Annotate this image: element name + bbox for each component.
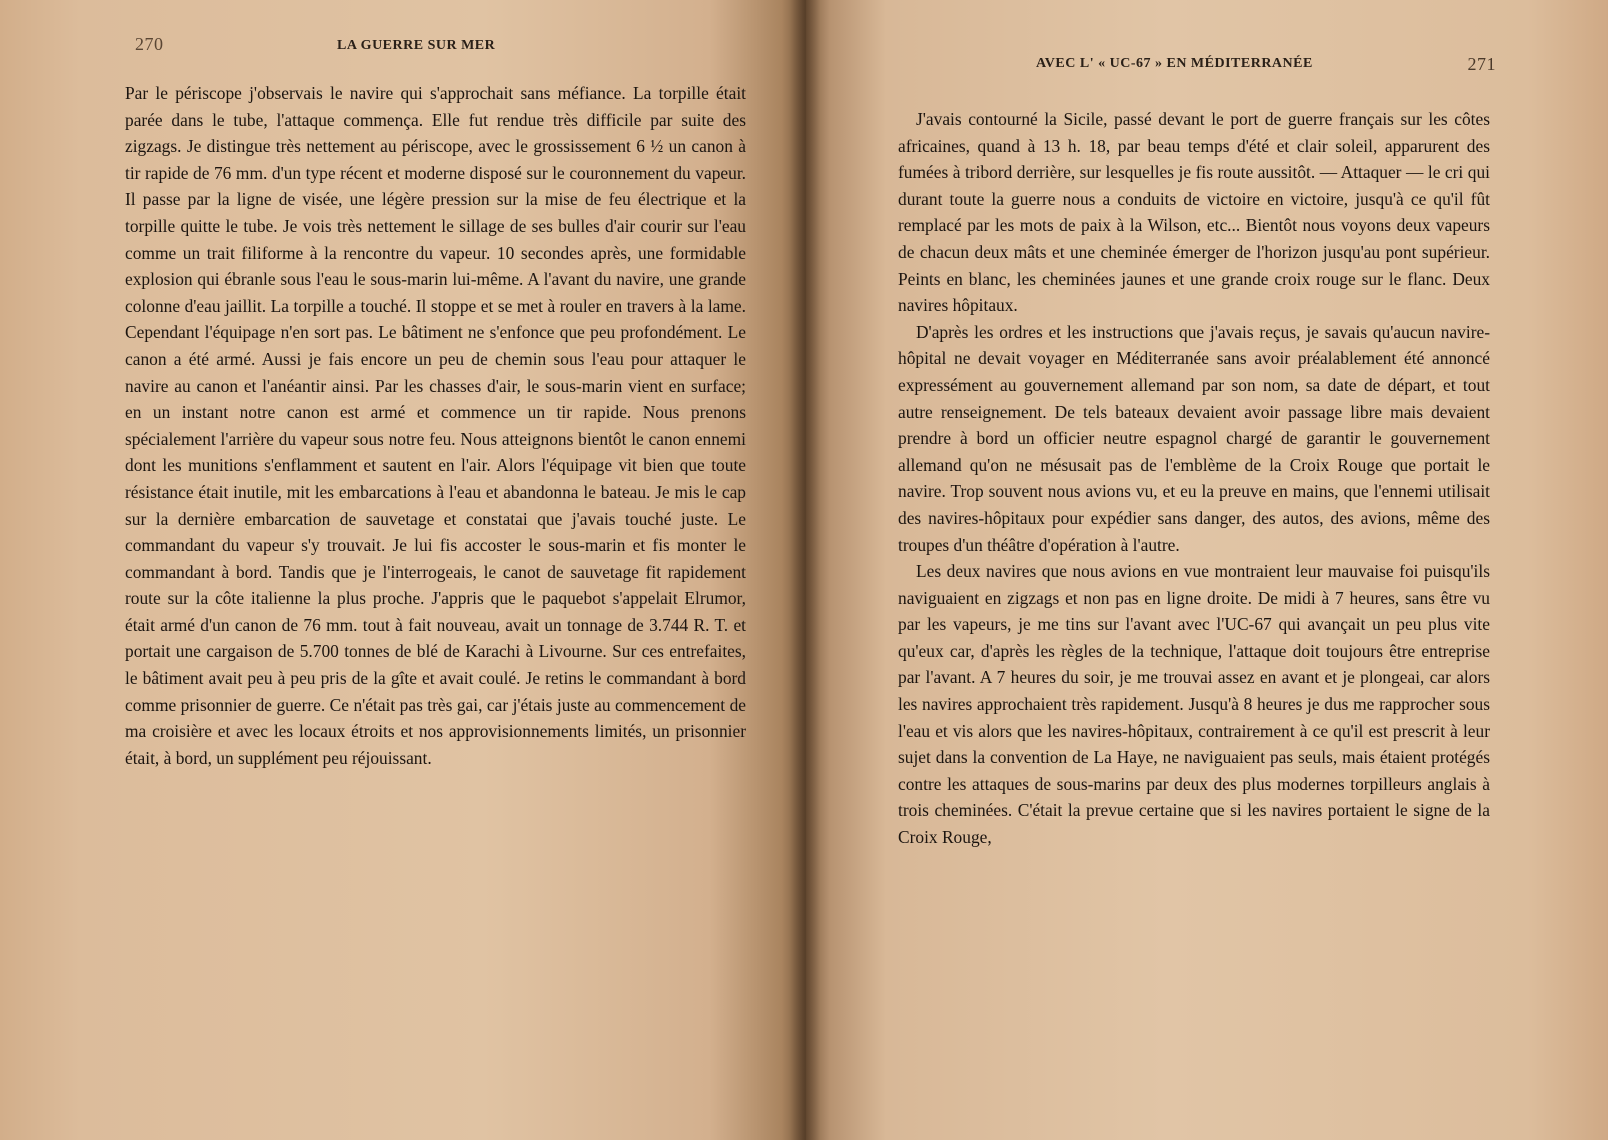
left-page-body [125, 80, 746, 771]
running-head-left: LA GUERRE SUR MER [337, 38, 496, 53]
paragraph: Les deux navires que nous avions en vue montraient leur mauvaise foi puisqu'ils naviguaient en zigzags et non pas en ligne droite. De midi à 7 heures, sans être vu par les vapeurs, je me tins sur l'avant avec l'UC-67 qui avançait un peu plus vite qu'eux car, d'après les règles de la technique, l'attaque doit toujours être entreprise par l'avant. A 7 heures du soir, je me trouvai assez en avant et je plongeai, car alors les navires approchaient très rapidement. Jusqu'à 8 heures je dus me rapprocher sous l'eau et vis alors que les navires-hôpitaux, contrairement à ce qu'il est prescrit à leur sujet dans la convention de La Haye, ne naviguaient pas seuls, mais étaient protégés contre les attaques de sous-marins par deux des plus modernes torpilleurs anglais à trois cheminées. C'était la prevue certaine que si les navires portaient le signe de la Croix Rouge, [898, 561, 1490, 848]
page-number-right: 271 [1467, 54, 1496, 74]
page-number-left: 270 [135, 34, 164, 54]
running-head-right: AVEC L' « UC-67 » EN MÉDITERRANÉE [1036, 56, 1313, 71]
paragraph: D'après les ordres et les instructions que j'avais reçus, je savais qu'aucun navire-hôpital ne devait voyager en Méditerranée sans avoir préalablement été annoncé expressément au gouvernement allemand par son nom, sa date de départ, et tout autre renseignement. De tels bateaux devaient avoir passage libre mais devaient prendre à bord un officier neutre espagnol chargé de garantir le gouvernement allemand qu'on ne mésusait pas de l'emblème de la Croix Rouge que portait le navire. Trop souvent nous avions vu, et eu la preuve en mains, que l'ennemi utilisait des navires-hôpitaux pour expédier sans danger, des autos, des avions, même des troupes d'un théâtre d'opération à l'autre. [898, 321, 1490, 555]
paragraph: J'avais contourné la Sicile, passé devant le port de guerre français sur les côtes africaines, quand à 13 h. 18, par beau temps d'été et clair soleil, apparurent des fumées à tribord derrière, sur lesquelles je fis route aussitôt. — Attaquer — le cri qui durant toute la guerre nous a conduits de victoire en victoire, jusqu'à ce qu'il fût remplacé par les mots de paix à la Wilson, etc... Bientôt nous voyons deux vapeurs de chacun deux mâts et une cheminée émerger de l'horizon jusqu'au pont supérieur. Peints en blanc, les cheminées jaunes et une grande croix rouge sur le flanc. Deux navires hôpitaux. [898, 109, 1490, 316]
paragraph: Par le périscope j'observais le navire qui s'approchait sans méfiance. La torpille était parée dans le tube, l'attaque commença. Elle fut rendue très difficile par suite des zigzags. Je distingue très nettement au périscope, avec le grossissement 6 ½ un canon à tir rapide de 76 mm. d'un type récent et moderne disposé sur le couronnement du vapeur. Il passe par la ligne de visée, une légère pression sur la mise de feu électrique et la torpille quitte le tube. Je vois très nettement le sillage de ses bulles d'air courir sur l'eau comme un trait filiforme à la rencontre du vapeur. 10 secondes après, une formidable explosion qui ébranle sous l'eau le sous-marin lui-même. A l'avant du navire, une grande colonne d'eau jaillit. La torpille a touché. Il stoppe et se met à rouler en travers à la lame. Cependant l'équipage n'en sort pas. Le bâtiment ne s'enfonce que peu profondément. Le canon a été armé. Aussi je fais encore un peu de chemin sous l'eau pour attaquer le navire au canon et l'anéantir ainsi. Par les chasses d'air, le sous-marin vient en surface; en un instant notre canon est armé et commence un tir rapide. Nous prenons spécialement l'arrière du vapeur sous notre feu. Nous atteignons bientôt le canon ennemi dont les munitions s'enflamment et sautent en l'air. Alors l'équipage vit bien que toute résistance était inutile, mit les embarcations à l'eau et abandonna le bateau. Je mis le cap sur la dernière embarcation de sauvetage et constatai que j'avais touché juste. Le commandant du vapeur s'y trouvait. Je lui fis accoster le sous-marin et fis monter le commandant à bord. Tandis que je l'interrogeais, le canot de sauvetage fit rapidement route sur la côte italienne la plus proche. J'appris que le paquebot s'appelait Elrumor, était armé d'un canon de 76 mm. tout à fait nouveau, avait un tonnage de 3.744 R. T. et portait une cargaison de 5.700 tonnes de blé de Karachi à Livourne. Sur ces entrefaites, le bâtiment avait peu à peu pris de la gîte et avait coulé. Je retins le commandant à bord comme prisonnier de guerre. Ce n'était pas très gai, car j'étais juste au commencement de ma croisière et avec les locaux étroits et nos approvisionnements limités, un prisonnier était, à bord, un supplément peu réjouissant. [125, 83, 746, 768]
left-page-header [125, 34, 746, 62]
right-page-body [898, 106, 1490, 851]
right-page [806, 0, 1608, 1140]
right-page-header [898, 46, 1496, 74]
